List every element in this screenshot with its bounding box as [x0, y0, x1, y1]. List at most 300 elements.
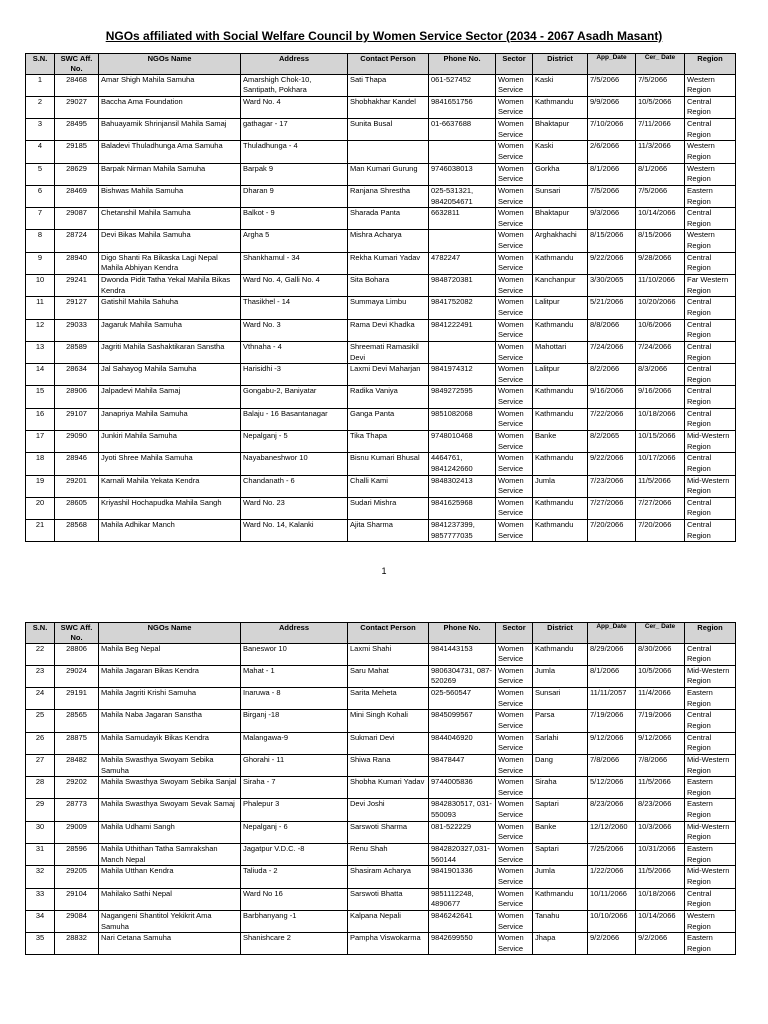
cell-app-date: 9/16/2066 — [588, 386, 636, 408]
cell-swc-aff-no: 29127 — [55, 297, 99, 319]
cell-swc-aff-no: 28634 — [55, 364, 99, 386]
cell-address: Mahat - 1 — [241, 665, 348, 687]
header-sn: S.N. — [26, 54, 55, 75]
cell-cer-date: 11/10/2066 — [636, 275, 685, 297]
cell-sn: 26 — [26, 732, 55, 754]
cell-phone-no: 9842699550 — [429, 933, 496, 955]
header-district: District — [533, 54, 588, 75]
cell-sn: 1 — [26, 74, 55, 96]
cell-address: Ward No. 14, Kalanki — [241, 520, 348, 542]
cell-swc-aff-no: 29024 — [55, 665, 99, 687]
cell-ngo-name: Mahila Beg Nepal — [99, 643, 241, 665]
header-contact-person: Contact Person — [348, 54, 429, 75]
table-row — [26, 364, 736, 386]
cell-region: Eastern Region — [685, 777, 736, 799]
cell-address: gathagar - 17 — [241, 119, 348, 141]
cell-sector: Women Service — [496, 208, 533, 230]
table-row — [26, 910, 736, 932]
cell-region: Central Region — [685, 643, 736, 665]
cell-address: Thasikhel - 14 — [241, 297, 348, 319]
cell-phone-no: 025-531321, 9842054671 — [429, 185, 496, 207]
cell-sn: 32 — [26, 866, 55, 888]
cell-app-date: 8/2/2065 — [588, 431, 636, 453]
cell-contact-person: Kalpana Nepali — [348, 910, 429, 932]
header-phone-no: Phone No. — [429, 54, 496, 75]
cell-region: Central Region — [685, 341, 736, 363]
cell-region: Mid-Western Region — [685, 866, 736, 888]
cell-ngo-name: Dwonda Pidit Tatha Yekal Mahila Bikas Kendra — [99, 275, 241, 297]
cell-cer-date: 11/5/2066 — [636, 475, 685, 497]
cell-contact-person: Pampha Viswokarma — [348, 933, 429, 955]
cell-contact-person: Summaya Limbu — [348, 297, 429, 319]
cell-sector: Women Service — [496, 275, 533, 297]
cell-contact-person: Sarswoti Sharma — [348, 821, 429, 843]
cell-address: Baneswor 10 — [241, 643, 348, 665]
cell-address: Nepalganj - 5 — [241, 431, 348, 453]
header-phone-no: Phone No. — [429, 623, 496, 644]
cell-cer-date: 10/14/2066 — [636, 208, 685, 230]
cell-address: Harisidhi -3 — [241, 364, 348, 386]
cell-swc-aff-no: 28946 — [55, 453, 99, 475]
cell-app-date: 8/1/2066 — [588, 665, 636, 687]
header-app-date: App_Date — [588, 54, 636, 75]
cell-contact-person: Laxmi Shahi — [348, 643, 429, 665]
cell-region: Central Region — [685, 96, 736, 118]
cell-app-date: 9/22/2066 — [588, 453, 636, 475]
table-row — [26, 497, 736, 519]
cell-sector: Women Service — [496, 665, 533, 687]
cell-phone-no: 9846242641 — [429, 910, 496, 932]
cell-district: Sarlahi — [533, 732, 588, 754]
cell-sector: Women Service — [496, 866, 533, 888]
table-row — [26, 933, 736, 955]
cell-swc-aff-no: 28906 — [55, 386, 99, 408]
cell-sn: 2 — [26, 96, 55, 118]
cell-sn: 29 — [26, 799, 55, 821]
cell-swc-aff-no: 29205 — [55, 866, 99, 888]
cell-region: Mid-Western Region — [685, 475, 736, 497]
cell-ngo-name: Nari Cetana Samuha — [99, 933, 241, 955]
table-row — [26, 821, 736, 843]
cell-app-date: 7/27/2066 — [588, 497, 636, 519]
header-app-date: App_Date — [588, 623, 636, 644]
cell-cer-date: 11/4/2066 — [636, 688, 685, 710]
cell-address: Jagatpur V.D.C. -8 — [241, 844, 348, 866]
header-swc-aff-no: SWC Aff. No. — [55, 623, 99, 644]
cell-app-date: 10/11/2066 — [588, 888, 636, 910]
table-row — [26, 341, 736, 363]
cell-district: Banke — [533, 821, 588, 843]
cell-app-date: 7/24/2066 — [588, 341, 636, 363]
cell-cer-date: 10/15/2066 — [636, 431, 685, 453]
cell-sector: Women Service — [496, 96, 533, 118]
cell-phone-no: 9851082068 — [429, 408, 496, 430]
cell-contact-person: Sunita Busal — [348, 119, 429, 141]
table-row — [26, 643, 736, 665]
header-ngos-name: NGOs Name — [99, 54, 241, 75]
cell-phone-no: 9841974312 — [429, 364, 496, 386]
cell-sector: Women Service — [496, 386, 533, 408]
cell-district: Kathmandu — [533, 96, 588, 118]
table-row — [26, 710, 736, 732]
cell-region: Central Region — [685, 497, 736, 519]
cell-app-date: 9/12/2066 — [588, 732, 636, 754]
cell-app-date: 9/22/2066 — [588, 252, 636, 274]
cell-district: Kaski — [533, 141, 588, 163]
cell-district: Kathmandu — [533, 643, 588, 665]
cell-district: Bhaktapur — [533, 119, 588, 141]
cell-district: Siraha — [533, 777, 588, 799]
cell-region: Western Region — [685, 141, 736, 163]
cell-cer-date: 7/27/2066 — [636, 497, 685, 519]
header-sector: Sector — [496, 54, 533, 75]
cell-district: Kathmandu — [533, 453, 588, 475]
cell-app-date: 7/22/2066 — [588, 408, 636, 430]
cell-region: Central Region — [685, 319, 736, 341]
cell-address: Ward No. 4, Galli No. 4 — [241, 275, 348, 297]
cell-address: Shanishcare 2 — [241, 933, 348, 955]
cell-region: Central Region — [685, 386, 736, 408]
cell-phone-no: 98478447 — [429, 754, 496, 776]
cell-district: Dang — [533, 754, 588, 776]
cell-district: Kathmandu — [533, 888, 588, 910]
table-row — [26, 844, 736, 866]
cell-swc-aff-no: 28469 — [55, 185, 99, 207]
cell-cer-date: 7/5/2066 — [636, 74, 685, 96]
table-row — [26, 431, 736, 453]
cell-app-date: 7/19/2066 — [588, 710, 636, 732]
cell-swc-aff-no: 29241 — [55, 275, 99, 297]
cell-phone-no: 9848302413 — [429, 475, 496, 497]
header-address: Address — [241, 623, 348, 644]
cell-region: Central Region — [685, 520, 736, 542]
cell-address: Dharan 9 — [241, 185, 348, 207]
cell-sn: 16 — [26, 408, 55, 430]
cell-ngo-name: Mahila Naba Jagaran Sanstha — [99, 710, 241, 732]
cell-contact-person: Ranjana Shrestha — [348, 185, 429, 207]
table-row — [26, 408, 736, 430]
cell-sn: 33 — [26, 888, 55, 910]
cell-swc-aff-no: 28605 — [55, 497, 99, 519]
table-header-row — [26, 54, 736, 75]
cell-district: Kaski — [533, 74, 588, 96]
cell-district: Jumla — [533, 665, 588, 687]
header-sector: Sector — [496, 623, 533, 644]
cell-sector: Women Service — [496, 431, 533, 453]
cell-sn: 7 — [26, 208, 55, 230]
cell-sector: Women Service — [496, 710, 533, 732]
cell-ngo-name: Gatishil Mahila Sahuha — [99, 297, 241, 319]
cell-sn: 21 — [26, 520, 55, 542]
cell-cer-date: 9/12/2066 — [636, 732, 685, 754]
cell-swc-aff-no: 28589 — [55, 341, 99, 363]
cell-sn: 12 — [26, 319, 55, 341]
table-row — [26, 520, 736, 542]
cell-app-date: 7/8/2066 — [588, 754, 636, 776]
cell-sn: 17 — [26, 431, 55, 453]
cell-swc-aff-no: 28468 — [55, 74, 99, 96]
cell-app-date: 1/22/2066 — [588, 866, 636, 888]
cell-ngo-name: Mahila Utthan Kendra — [99, 866, 241, 888]
cell-address: Balkot - 9 — [241, 208, 348, 230]
cell-sn: 25 — [26, 710, 55, 732]
cell-cer-date: 7/19/2066 — [636, 710, 685, 732]
cell-contact-person: Sati Thapa — [348, 74, 429, 96]
cell-cer-date: 10/5/2066 — [636, 665, 685, 687]
table-row — [26, 163, 736, 185]
cell-phone-no: 9851112248, 4890677 — [429, 888, 496, 910]
cell-district: Jumla — [533, 475, 588, 497]
cell-address: Siraha - 7 — [241, 777, 348, 799]
cell-region: Eastern Region — [685, 933, 736, 955]
cell-district: Jhapa — [533, 933, 588, 955]
cell-phone-no: 9841901336 — [429, 866, 496, 888]
cell-sector: Women Service — [496, 910, 533, 932]
cell-cer-date: 8/3/2066 — [636, 364, 685, 386]
cell-app-date: 7/25/2066 — [588, 844, 636, 866]
cell-address: Vthnaha - 4 — [241, 341, 348, 363]
cell-swc-aff-no: 28482 — [55, 754, 99, 776]
cell-app-date: 9/2/2066 — [588, 933, 636, 955]
cell-ngo-name: Barpak Nirman Mahila Samuha — [99, 163, 241, 185]
cell-swc-aff-no: 28724 — [55, 230, 99, 252]
cell-swc-aff-no: 29201 — [55, 475, 99, 497]
cell-contact-person: Renu Shah — [348, 844, 429, 866]
cell-region: Eastern Region — [685, 799, 736, 821]
header-district: District — [533, 623, 588, 644]
cell-sn: 19 — [26, 475, 55, 497]
cell-region: Western Region — [685, 74, 736, 96]
cell-swc-aff-no: 29087 — [55, 208, 99, 230]
cell-address: Ward No. 4 — [241, 96, 348, 118]
cell-address: Nepalganj - 6 — [241, 821, 348, 843]
cell-address: Inaruwa - 8 — [241, 688, 348, 710]
cell-phone-no — [429, 230, 496, 252]
cell-swc-aff-no: 29107 — [55, 408, 99, 430]
cell-contact-person: Sudari Mishra — [348, 497, 429, 519]
cell-app-date: 7/5/2066 — [588, 185, 636, 207]
cell-sector: Women Service — [496, 297, 533, 319]
cell-sn: 20 — [26, 497, 55, 519]
cell-address: Malangawa-9 — [241, 732, 348, 754]
cell-contact-person: Sita Bohara — [348, 275, 429, 297]
cell-cer-date: 8/15/2066 — [636, 230, 685, 252]
cell-contact-person: Laxmi Devi Maharjan — [348, 364, 429, 386]
cell-swc-aff-no: 29009 — [55, 821, 99, 843]
cell-district: Mahottari — [533, 341, 588, 363]
cell-phone-no: 9841651756 — [429, 96, 496, 118]
cell-ngo-name: Jagriti Mahila Sashaktikaran Sanstha — [99, 341, 241, 363]
cell-contact-person: Sukmari Devi — [348, 732, 429, 754]
cell-district: Kathmandu — [533, 386, 588, 408]
cell-swc-aff-no: 28565 — [55, 710, 99, 732]
cell-district: Gorkha — [533, 163, 588, 185]
table-row — [26, 754, 736, 776]
cell-district: Bhaktapur — [533, 208, 588, 230]
cell-address: Birganj -18 — [241, 710, 348, 732]
cell-app-date: 8/15/2066 — [588, 230, 636, 252]
cell-ngo-name: Karnali Mahila Yekata Kendra — [99, 475, 241, 497]
header-sn: S.N. — [26, 623, 55, 644]
cell-swc-aff-no: 28495 — [55, 119, 99, 141]
cell-phone-no: 9841443153 — [429, 643, 496, 665]
cell-address: Nayabaneshwor 10 — [241, 453, 348, 475]
cell-ngo-name: Mahila Samudayik Bikas Kendra — [99, 732, 241, 754]
cell-district: Tanahu — [533, 910, 588, 932]
cell-sector: Women Service — [496, 520, 533, 542]
cell-ngo-name: Mahila Swasthya Swoyam Sevak Samaj — [99, 799, 241, 821]
cell-ngo-name: Mahilako Sathi Nepal — [99, 888, 241, 910]
cell-contact-person: Tika Thapa — [348, 431, 429, 453]
cell-cer-date: 10/14/2066 — [636, 910, 685, 932]
cell-sn: 35 — [26, 933, 55, 955]
cell-app-date: 7/23/2066 — [588, 475, 636, 497]
cell-district: Lalitpur — [533, 297, 588, 319]
document-title: NGOs affiliated with Social Welfare Council by Women Service Sector (2034 - 2067 Asadh Masant) — [105, 29, 663, 43]
cell-app-date: 8/2/2066 — [588, 364, 636, 386]
cell-cer-date: 10/18/2066 — [636, 888, 685, 910]
cell-cer-date: 7/11/2066 — [636, 119, 685, 141]
cell-phone-no: 9841237399, 9857777035 — [429, 520, 496, 542]
cell-cer-date: 10/3/2066 — [636, 821, 685, 843]
header-swc-aff-no: SWC Aff. No. — [55, 54, 99, 75]
cell-app-date: 7/5/2066 — [588, 74, 636, 96]
cell-sn: 15 — [26, 386, 55, 408]
table-row — [26, 386, 736, 408]
cell-sector: Women Service — [496, 844, 533, 866]
cell-phone-no: 6632811 — [429, 208, 496, 230]
cell-cer-date: 7/24/2066 — [636, 341, 685, 363]
cell-district: Kathmandu — [533, 497, 588, 519]
cell-sector: Women Service — [496, 475, 533, 497]
cell-sector: Women Service — [496, 163, 533, 185]
cell-ngo-name: Jalpadevi Mahila Samaj — [99, 386, 241, 408]
cell-sn: 3 — [26, 119, 55, 141]
cell-phone-no: 061-527452 — [429, 74, 496, 96]
cell-cer-date: 10/20/2066 — [636, 297, 685, 319]
cell-district: Sunsari — [533, 185, 588, 207]
cell-ngo-name: Chetanshil Mahila Samuha — [99, 208, 241, 230]
table-row — [26, 799, 736, 821]
cell-ngo-name: Nagangeni Shantitol Yekikrit Ama Samuha — [99, 910, 241, 932]
cell-ngo-name: Mahila Udhami Sangh — [99, 821, 241, 843]
header-ngos-name: NGOs Name — [99, 623, 241, 644]
cell-swc-aff-no: 28940 — [55, 252, 99, 274]
cell-ngo-name: Mahila Jagaran Bikas Kendra — [99, 665, 241, 687]
header-contact-person: Contact Person — [348, 623, 429, 644]
cell-address: Barbhanyang -1 — [241, 910, 348, 932]
cell-cer-date: 11/5/2066 — [636, 777, 685, 799]
cell-phone-no: 9845099567 — [429, 710, 496, 732]
cell-app-date: 8/23/2066 — [588, 799, 636, 821]
ngo-table-page-2 — [25, 622, 736, 955]
cell-cer-date: 11/3/2066 — [636, 141, 685, 163]
cell-district: Banke — [533, 431, 588, 453]
cell-address: Ward No. 3 — [241, 319, 348, 341]
cell-swc-aff-no: 29033 — [55, 319, 99, 341]
cell-region: Central Region — [685, 119, 736, 141]
cell-ngo-name: Baccha Ama Foundation — [99, 96, 241, 118]
cell-sn: 8 — [26, 230, 55, 252]
ngo-table-page-1 — [25, 53, 736, 542]
table-row — [26, 453, 736, 475]
header-region: Region — [685, 54, 736, 75]
cell-ngo-name: Jyoti Shree Mahila Samuha — [99, 453, 241, 475]
table-row — [26, 777, 736, 799]
table-row — [26, 475, 736, 497]
cell-sector: Women Service — [496, 821, 533, 843]
cell-region: Eastern Region — [685, 185, 736, 207]
cell-contact-person: Shobha Kumari Yadav — [348, 777, 429, 799]
table-row — [26, 230, 736, 252]
cell-sn: 5 — [26, 163, 55, 185]
table-row — [26, 275, 736, 297]
cell-address: Shankhamul - 34 — [241, 252, 348, 274]
cell-sn: 18 — [26, 453, 55, 475]
cell-region: Central Region — [685, 453, 736, 475]
cell-district: Lalitpur — [533, 364, 588, 386]
cell-sector: Women Service — [496, 74, 533, 96]
cell-region: Far Western Region — [685, 275, 736, 297]
cell-ngo-name: Junkiri Mahila Samuha — [99, 431, 241, 453]
cell-swc-aff-no: 29084 — [55, 910, 99, 932]
cell-address: Thuladhunga - 4 — [241, 141, 348, 163]
cell-contact-person: Devi Joshi — [348, 799, 429, 821]
cell-app-date: 8/1/2066 — [588, 163, 636, 185]
cell-sector: Women Service — [496, 319, 533, 341]
cell-region: Central Region — [685, 364, 736, 386]
cell-phone-no: 9849272595 — [429, 386, 496, 408]
cell-contact-person: Sarita Meheta — [348, 688, 429, 710]
cell-sn: 34 — [26, 910, 55, 932]
cell-contact-person: Saru Mahat — [348, 665, 429, 687]
cell-app-date: 10/10/2066 — [588, 910, 636, 932]
cell-cer-date: 10/17/2066 — [636, 453, 685, 475]
cell-sector: Women Service — [496, 408, 533, 430]
cell-swc-aff-no: 29104 — [55, 888, 99, 910]
cell-sector: Women Service — [496, 230, 533, 252]
cell-cer-date: 9/16/2066 — [636, 386, 685, 408]
cell-swc-aff-no: 28773 — [55, 799, 99, 821]
table-row — [26, 185, 736, 207]
cell-sn: 24 — [26, 688, 55, 710]
cell-sn: 9 — [26, 252, 55, 274]
cell-contact-person: Sharada Panta — [348, 208, 429, 230]
cell-phone-no: 081-522229 — [429, 821, 496, 843]
cell-cer-date: 9/2/2066 — [636, 933, 685, 955]
page-number: 1 — [381, 566, 387, 576]
cell-district: Kanchanpur — [533, 275, 588, 297]
cell-app-date: 2/6/2066 — [588, 141, 636, 163]
cell-contact-person: Radika Vaniya — [348, 386, 429, 408]
cell-sector: Women Service — [496, 754, 533, 776]
cell-sector: Women Service — [496, 185, 533, 207]
cell-district: Kathmandu — [533, 520, 588, 542]
cell-phone-no: 9841625968 — [429, 497, 496, 519]
table-row — [26, 297, 736, 319]
cell-ngo-name: Jagaruk Mahila Samuha — [99, 319, 241, 341]
cell-ngo-name: Janapriya Mahila Samuha — [99, 408, 241, 430]
cell-cer-date: 7/8/2066 — [636, 754, 685, 776]
cell-address: Argha 5 — [241, 230, 348, 252]
cell-sn: 4 — [26, 141, 55, 163]
cell-app-date: 8/29/2066 — [588, 643, 636, 665]
cell-cer-date: 8/30/2066 — [636, 643, 685, 665]
header-address: Address — [241, 54, 348, 75]
cell-phone-no: 4464761, 9841242660 — [429, 453, 496, 475]
table-row — [26, 141, 736, 163]
cell-swc-aff-no: 28806 — [55, 643, 99, 665]
